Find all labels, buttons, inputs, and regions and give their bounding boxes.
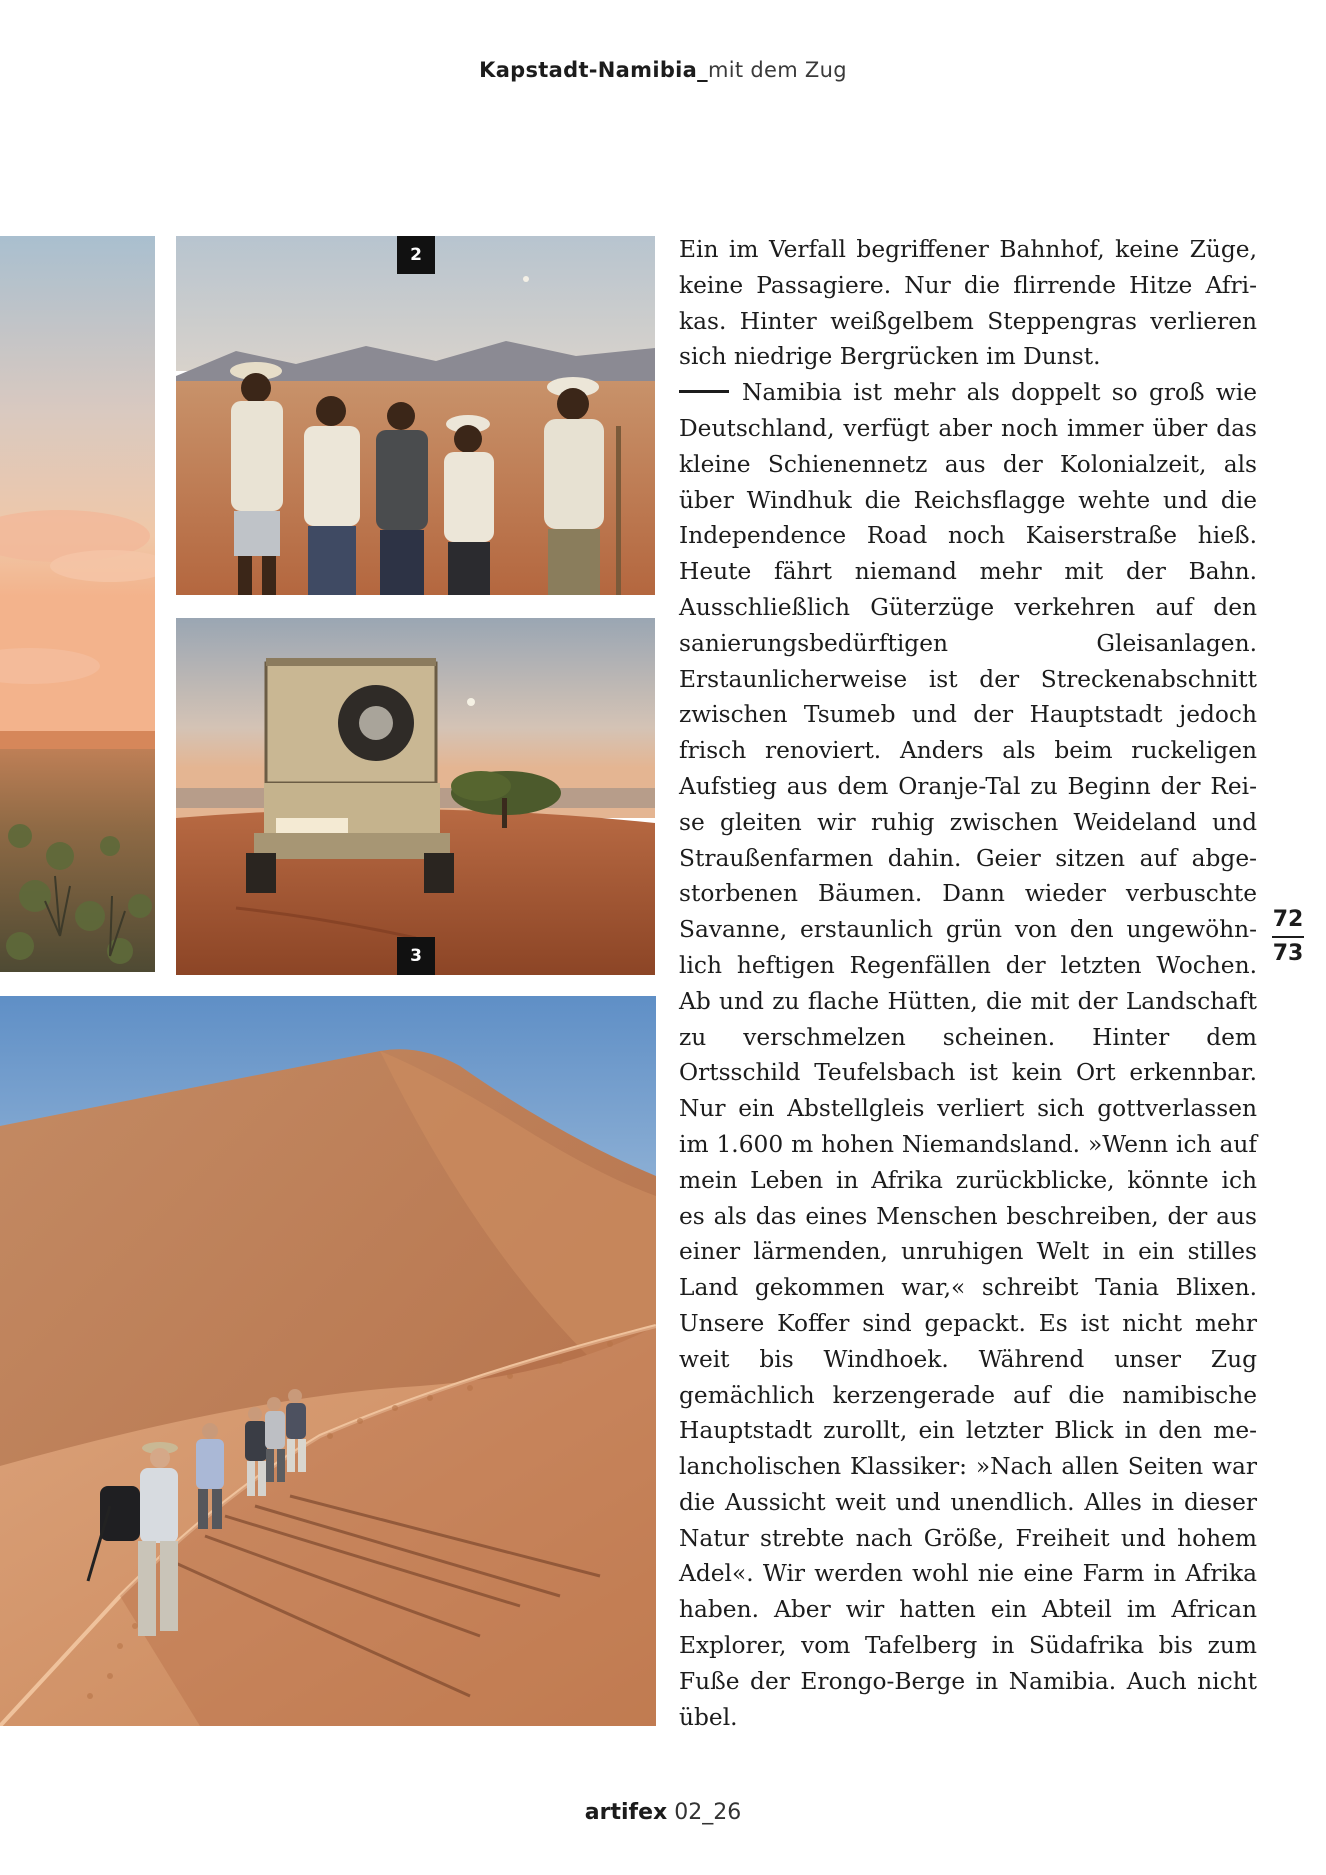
- photo-number-3: 3: [397, 937, 435, 975]
- footer: [0, 1800, 1326, 1825]
- paragraph-dash: [679, 390, 729, 393]
- page-numbers: [1270, 907, 1306, 967]
- article-paragraph-2-text: Namibia ist mehr als doppelt so groß wie Deutschland, verfügt aber noch immer über das kleine Schienennetz aus der Kolonialzeit, als über Windhuk die Reichsflagge wehte und die Independence Road noch Kaiserstraße hieß. Heute fährt niemand mehr mit der Bahn. Ausschließlich Güterzüge verkehren auf den sanierungsbedürftigen Gleisanlagen. Erstaunlicherweise ist der Streckenabschnitt zwischen Tsumeb und der Hauptstadt jedoch frisch renoviert. Anders als beim ruckeligen Aufstieg aus dem Oranje-Tal zu Beginn der Reise gleiten wir ruhig zwischen Weideland und Straußenfarmen dahin. Geier sitzen auf abgestorbenen Bäumen. Dann wieder verbuschte Savanne, erstaunlich grün von den ungewöhnlich heftigen Regenfällen der letzten Wochen. Ab und zu flache Hütten, die mit der Landschaft zu verschmelzen scheinen. Hinter dem Ortsschild Teufelsbach ist kein Ort erkennbar. Nur ein Abstellgleis verliert sich gottverlassen im 1.600 m hohen Niemandsland. »Wenn ich auf mein Leben in Afrika zurückblicke, könnte ich es als das eines Menschen beschreiben, der aus einer lärmenden, unruhigen Welt in ein stilles Land gekommen war,« schreibt Tania Blixen. Unsere Koffer sind gepackt. Es ist nicht mehr weit bis Windhoek. Während unser Zug gemächlich kerzengerade auf die namibische Hauptstadt zurollt, ein letzter Blick in den melancholischen Klassiker: »Nach allen Seiten war die Aussicht weit und unendlich. Alles in dieser Natur strebte nach Größe, Freiheit und hohem Adel«. Wir werden wohl nie eine Farm in Afrika haben. Aber wir hatten ein Abteil im African Explorer, vom Tafelberg in Südafrika bis zum Fuße der Erongo-Berge in Namibia. Auch nicht übel.: [679, 379, 1257, 1731]
- running-head: [0, 58, 1326, 82]
- photo-number-2: 2: [397, 236, 435, 274]
- page-number-divider: [1272, 936, 1304, 938]
- article-body: [679, 232, 1257, 1735]
- article-paragraph-1: Ein im Verfall begriffener Bahnhof, keine Züge, keine Passagiere. Nur die flirrende Hitze Afrikas. Hinter weißgelbem Steppengras verlieren sich niedrige Bergrücken im Dunst.: [679, 236, 1257, 371]
- footer-brand: artifex: [584, 1800, 668, 1825]
- running-head-subtitle: mit dem Zug: [707, 58, 847, 82]
- photo-dune-hikers: [0, 996, 656, 1726]
- photo-safari-vehicle: [176, 618, 655, 975]
- photo-left-landscape: [0, 236, 155, 972]
- photo-group-guides: [176, 236, 655, 595]
- page-number-right: 73: [1272, 941, 1304, 966]
- page-number-left: 72: [1272, 907, 1304, 932]
- running-head-title: Kapstadt-Namibia_: [479, 58, 708, 82]
- footer-issue: 02_26: [667, 1800, 742, 1825]
- article-paragraph-2: [679, 375, 1257, 1735]
